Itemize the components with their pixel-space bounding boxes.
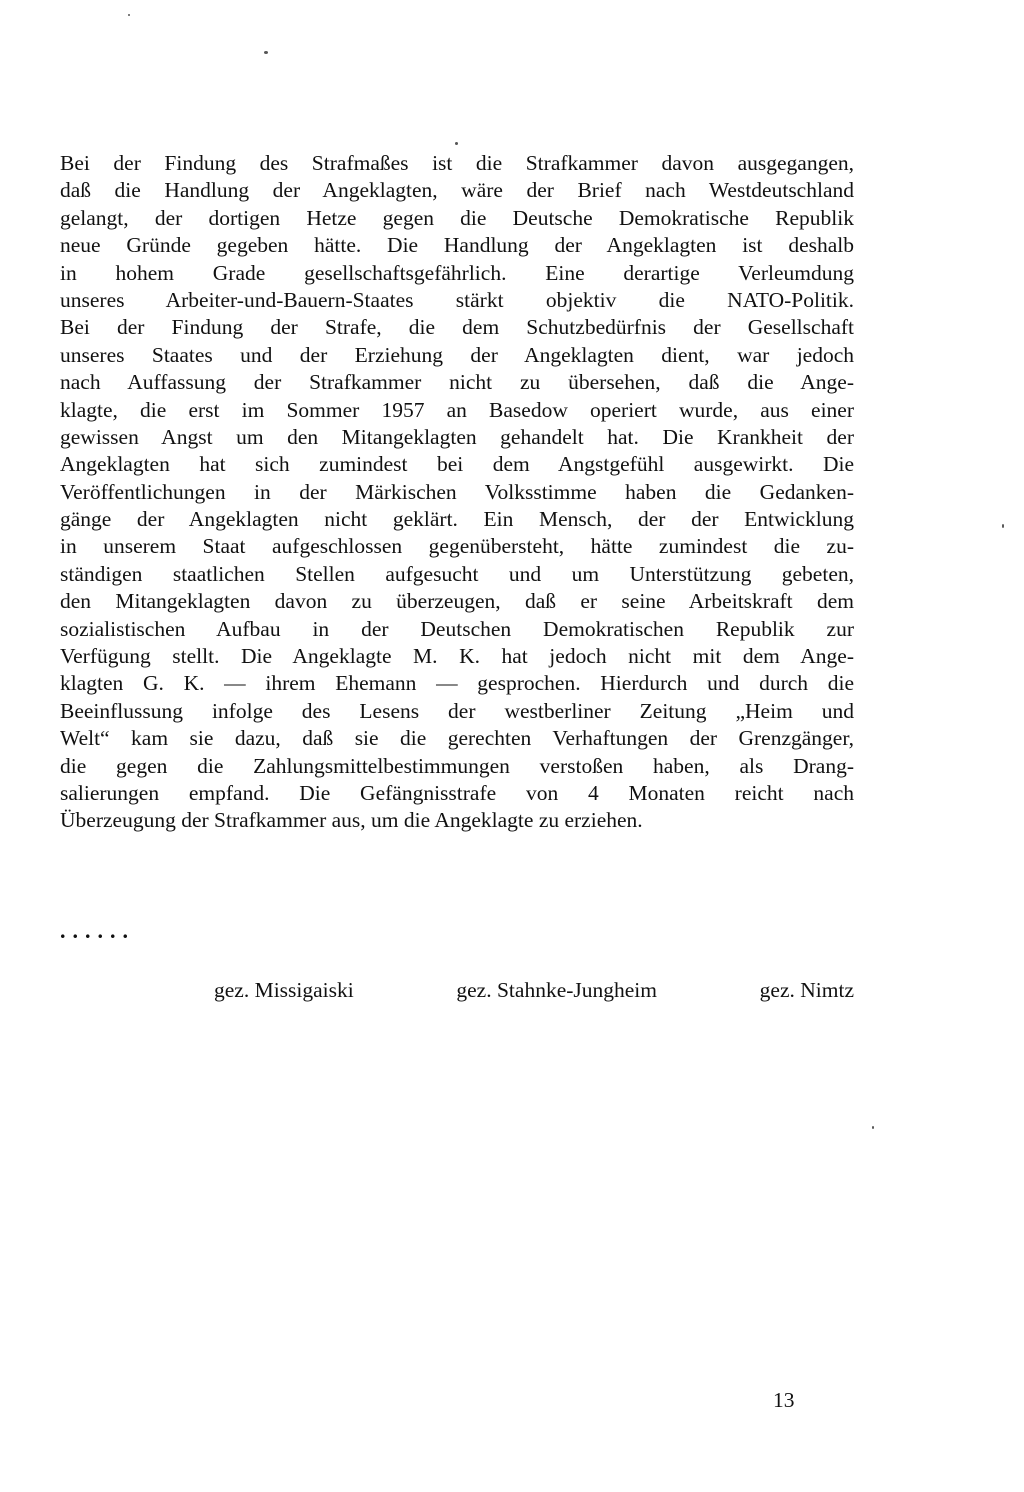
paragraph-line: Verfügung stellt. Die Angeklagte M. K. hat jedoch nicht mit dem Ange- <box>60 644 854 669</box>
paragraph-line: salierungen empfand. Die Gefängnisstrafe von 4 Monaten reicht nach <box>60 780 854 805</box>
paragraph-line: ständigen staatlichen Stellen aufgesucht und um Unterstützung gebeten, <box>60 561 854 586</box>
signature-stahnke-jungheim: gez. Stahnke-Jungheim <box>456 978 658 1002</box>
paragraph-line: Bei der Findung der Strafe, die dem Schutzbedürfnis der Gesellschaft <box>60 315 854 340</box>
paragraph-line: gelangt, der dortigen Hetze gegen die Deutsche Demokratische Republik <box>60 205 854 230</box>
scan-speck <box>872 1126 874 1129</box>
paragraph-line: Angeklagten hat sich zumindest bei dem Angstgefühl ausgewirkt. Die <box>60 452 854 477</box>
paragraph-line: klagte, die erst im Sommer 1957 an Basedow operiert wurde, aus einer <box>60 397 854 422</box>
paragraph-line: den Mitangeklagten davon zu überzeugen, daß er seine Arbeitskraft dem <box>60 589 854 614</box>
omission-marker: ...... <box>60 918 135 943</box>
paragraph-line-last: Überzeugung der Strafkammer aus, um die Angeklagte zu erziehen. <box>60 808 643 833</box>
paragraph-line: klagten G. K. — ihrem Ehemann — gesprochen. Hierdurch und durch die <box>60 671 854 696</box>
paragraph-line: Beeinflussung infolge des Lesens der westberliner Zeitung „Heim und <box>60 698 854 723</box>
paragraph-line: nach Auffassung der Strafkammer nicht zu übersehen, daß die Ange- <box>60 370 854 395</box>
signature-nimtz: gez. Nimtz <box>759 978 854 1002</box>
paragraph-line: sozialistischen Aufbau in der Deutschen Demokratischen Republik zur <box>60 616 854 641</box>
paragraph-line: Veröffentlichungen in der Märkischen Volksstimme haben die Gedanken- <box>60 479 854 504</box>
signature-missigaiski: gez. Missigaiski <box>214 978 354 1002</box>
scan-speck <box>1002 524 1004 528</box>
scan-speck <box>264 51 268 54</box>
paragraph-line: gewissen Angst um den Mitangeklagten gehandelt hat. Die Krankheit der <box>60 424 854 449</box>
paragraph-line: neue Gründe gegeben hätte. Die Handlung der Angeklagten ist deshalb <box>60 233 854 258</box>
page-number: 13 <box>773 1388 795 1412</box>
paragraph-line: gänge der Angeklagten nicht geklärt. Ein Mensch, der der Entwicklung <box>60 507 854 532</box>
paragraph-line: daß die Handlung der Angeklagten, wäre der Brief nach Westdeutschland <box>60 178 854 203</box>
judgment-paragraph <box>60 150 854 835</box>
paragraph-line: die gegen die Zahlungsmittelbestimmungen verstoßen haben, als Drang- <box>60 753 854 778</box>
scan-speck <box>128 14 130 16</box>
signature-block <box>214 978 854 1003</box>
paragraph-line: in hohem Grade gesellschaftsgefährlich. Eine derartige Verleumdung <box>60 260 854 285</box>
paragraph-line: in unserem Staat aufgeschlossen gegenübersteht, hätte zumindest die zu- <box>60 534 854 559</box>
paragraph-line: Bei der Findung des Strafmaßes ist die Strafkammer davon ausgegangen, <box>60 151 854 175</box>
scan-speck <box>455 142 458 145</box>
paragraph-line: unseres Arbeiter-und-Bauern-Staates stärkt objektiv die NATO-Politik. <box>60 287 854 312</box>
paragraph-line: Welt“ kam sie dazu, daß sie die gerechten Verhaftungen der Grenzgänger, <box>60 726 854 751</box>
paragraph-line: unseres Staates und der Erziehung der Angeklagten dient, war jedoch <box>60 342 854 367</box>
